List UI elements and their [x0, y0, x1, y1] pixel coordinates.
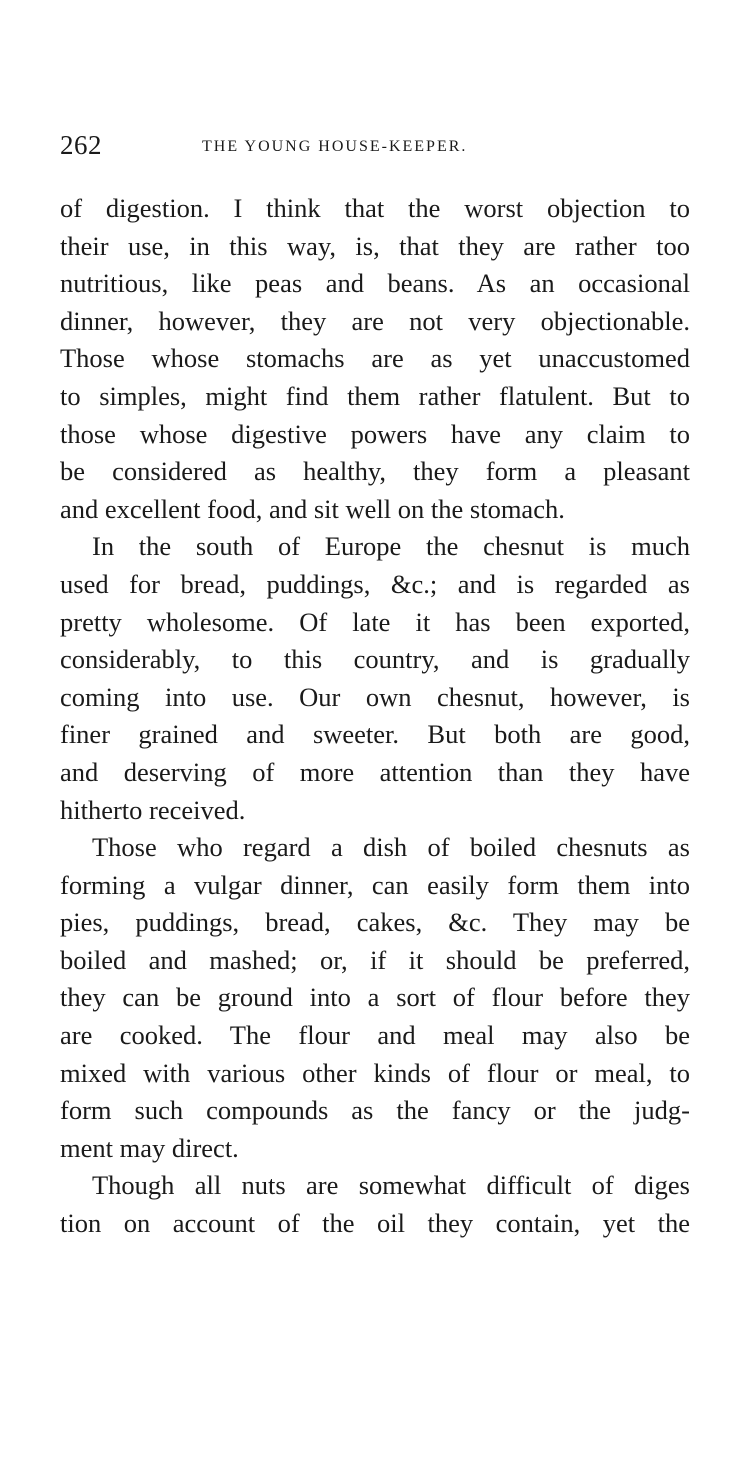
text-line: of digestion. I think that the worst objection to: [60, 193, 690, 223]
text-line: those whose digestive powers have any claim to: [60, 418, 690, 449]
text-line: form such compounds as the fancy or the judg-: [60, 1095, 690, 1126]
text-line: pies, puddings, bread, cakes, &c. They may be: [60, 907, 690, 938]
paragraph: [60, 190, 690, 528]
text-line: be considered as healthy, they form a pleasant: [60, 456, 690, 487]
paragraph: [60, 528, 690, 829]
paragraph: [60, 1167, 690, 1242]
text-line: dinner, however, they are not very objectionable.: [60, 305, 690, 336]
text-line: considerably, to this country, and is gradually: [60, 644, 690, 675]
text-line: mixed with various other kinds of flour or meal, to: [60, 1057, 690, 1088]
text-line: are cooked. The flour and meal may also be: [60, 1020, 690, 1051]
text-line: forming a vulgar dinner, can easily form them into: [60, 869, 690, 900]
text-line: pretty wholesome. Of late it has been exported,: [60, 606, 690, 637]
text-line: nutritious, like peas and beans. As an occasional: [60, 268, 690, 299]
text-line: their use, in this way, is, that they are rather too: [60, 230, 690, 261]
text-line: Those whose stomachs are as yet unaccustomed: [60, 343, 690, 374]
page-number: 262: [60, 130, 102, 160]
text-line: and excellent food, and sit well on the stomach.: [60, 493, 565, 524]
paragraph: [60, 829, 690, 1167]
text-line: to simples, might find them rather flatulent. But to: [60, 380, 690, 411]
running-title: THE YOUNG HOUSE-KEEPER.: [202, 138, 468, 155]
text-line: tion on account of the oil they contain, yet the: [60, 1208, 690, 1239]
text-line: they can be ground into a sort of flour before they: [60, 982, 690, 1013]
text-line: Those who regard a dish of boiled chesnuts as: [92, 832, 690, 863]
text-line: used for bread, puddings, &c.; and is regarded as: [60, 568, 690, 599]
text-line: Though all nuts are somewhat difficult of diges: [92, 1170, 690, 1201]
text-line: coming into use. Our own chesnut, however, is: [60, 681, 690, 712]
text-line: In the south of Europe the chesnut is much: [92, 531, 690, 562]
text-line: ment may direct.: [60, 1132, 239, 1163]
running-head: [60, 130, 690, 170]
text-line: hitherto received.: [60, 794, 246, 825]
text-line: boiled and mashed; or, if it should be preferred,: [60, 944, 690, 975]
text-line: and deserving of more attention than they have: [60, 756, 690, 787]
body-text: [60, 190, 690, 1243]
text-line: finer grained and sweeter. But both are good,: [60, 719, 690, 750]
